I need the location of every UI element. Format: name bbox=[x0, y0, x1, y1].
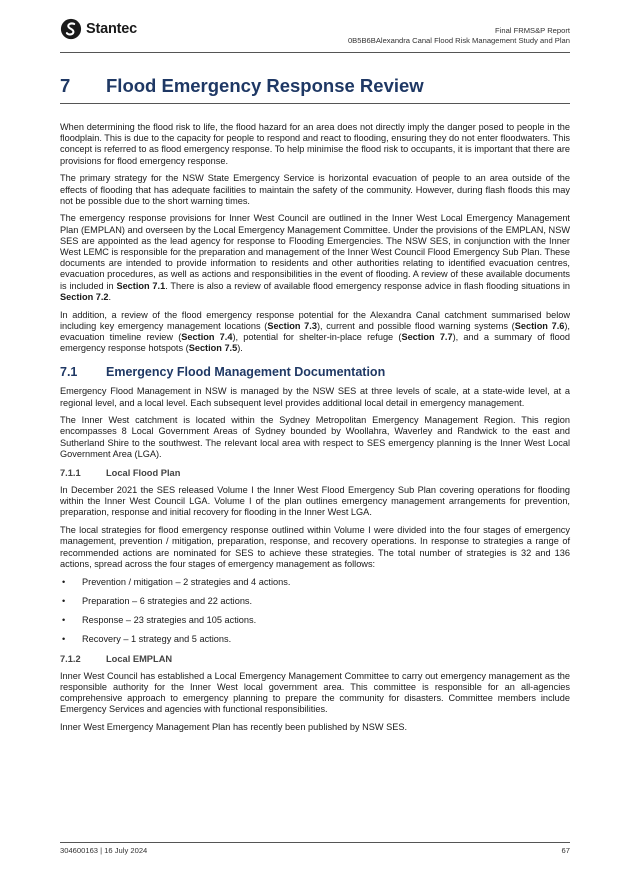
list-item: • Preparation – 6 strategies and 22 actions. bbox=[62, 595, 253, 606]
section-ref: Section 7.2 bbox=[60, 291, 109, 302]
paragraph: The primary strategy for the NSW State Emergency Service is horizontal evacuation of people to an area outside of the effects of flooding that has adequate facilities to maintain the safety of the community. However, during flash floods this may not be possible due to the short warning times. bbox=[60, 173, 570, 206]
sub-subsection-number: 7.1.2 bbox=[60, 653, 81, 664]
section-ref: Section 7.7 bbox=[401, 331, 453, 342]
paragraph: In December 2021 the SES released Volume I the Inner West Flood Emergency Sub Plan covering operations for flooding within the Inner West Council LGA. Volume I of the plan outlines emergency management arrangements for prevention, preparation, response and initial recovery for flooding in the Inner West LGA. bbox=[60, 485, 570, 518]
section-ref: Section 7.3 bbox=[267, 320, 317, 331]
section-number: 7 bbox=[60, 75, 71, 96]
section-ref: Section 7.1 bbox=[116, 280, 166, 291]
document-reference: 304600163 | 16 July 2024 bbox=[60, 846, 148, 855]
subsection-number: 7.1 bbox=[60, 365, 78, 380]
bullet-icon: • bbox=[62, 576, 66, 587]
paragraph: Inner West Council has established a Local Emergency Management Committee to carry out emergency management as the responsible authority for the Inner West local government area. This committee is responsible for an all-agencies comprehensive approach to emergency planning to prepare the community for disasters. Committee members include Emergency Services and agencies with functional responsibilities. bbox=[60, 670, 570, 715]
report-subtitle: 0B5B6BAlexandra Canal Flood Risk Management Study and Plan bbox=[347, 36, 570, 45]
paragraph: When determining the flood risk to life, the flood hazard for an area does not directly imply the danger posed to people in the floodplain. This is due to the capacity for people to respond and react to flooding, ensuring they do not enter floodwaters. This concept is referred to as flood emergency response. To help minimise the flood risk to occupants, it is important that there are provisions for flood emergency response. bbox=[60, 122, 570, 166]
bullet-icon: • bbox=[62, 614, 66, 625]
paragraph: The local strategies for flood emergency response outlined within Volume I were divided into the four stages of emergency management, prevention / mitigation, preparation, response, and recovery operations. In response to strategies a range of recommended actions are nominated for SES to achieve these strategies. The total number of strategies is 32 and 136 actions, spread across the four stages of emergency management as follows: bbox=[60, 525, 570, 569]
paragraph: The emergency response provisions for Inner West Council are outlined in the Inner West Local Emergency Management Plan (EMPLAN) and overseen by the Local Emergency Management Committee. Under the provisions of the EMPLAN, NSW SES are appointed as the lead agency for response to Flooding Emergencies. The NSW SES, in conjunction with the Inner West LEMC is responsible for the preparation and management of the Inner West Council Flood Emergency Sub Plan. These documents are intended to provide information to residents and other authorities relating to identified evacuation centres, evacuation procedures, as well as actions and responsibilities in the event of flooding. A review of these available documents is included in Section 7.1. There is also a review of available flood emergency response advice in flash flooding situations in Section 7.2. bbox=[60, 213, 570, 302]
list-item: • Prevention / mitigation – 2 strategies and 4 actions. bbox=[62, 576, 291, 587]
page-header bbox=[60, 18, 570, 52]
sub-subsection-heading bbox=[60, 653, 570, 665]
paragraph: Emergency Flood Management in NSW is managed by the NSW SES at three levels of scale, at a state-wide level, at a regional level, and a local level. Each subsequent level provides additional local detail in emergency management. bbox=[60, 386, 570, 408]
page-content bbox=[60, 74, 570, 740]
sub-subsection-heading bbox=[60, 467, 570, 479]
footer-divider bbox=[60, 842, 570, 843]
sub-subsection-title: Local Flood Plan bbox=[106, 468, 181, 479]
paragraph: In addition, a review of the flood emergency response potential for the Alexandra Canal catchment summarised below including key emergency management locations (Section 7.3), current and possible flood warning systems (Section 7.6), evacuation timeline review (Section 7.4), potential for shelter-in-place refuge (Section 7.7), and a summary of flood emergency response hotspots (Section 7.5). bbox=[60, 309, 570, 354]
header-divider bbox=[60, 52, 570, 53]
stantec-logo-icon bbox=[60, 18, 82, 40]
section-heading bbox=[60, 74, 570, 104]
bullet-icon: • bbox=[62, 633, 66, 644]
section-title: Flood Emergency Response Review bbox=[106, 75, 424, 96]
sub-subsection-number: 7.1.1 bbox=[60, 468, 81, 479]
list-item: • Recovery – 1 strategy and 5 actions. bbox=[62, 633, 232, 644]
paragraph: Inner West Emergency Management Plan has recently been published by NSW SES. bbox=[60, 721, 408, 732]
sub-subsection-title: Local EMPLAN bbox=[106, 653, 173, 664]
logo-text: Stantec bbox=[86, 21, 137, 37]
stantec-logo bbox=[60, 18, 137, 40]
subsection-title: Emergency Flood Management Documentation bbox=[106, 365, 386, 380]
section-ref: Section 7.5 bbox=[188, 343, 238, 354]
list-item: • Response – 23 strategies and 105 actions. bbox=[62, 614, 257, 625]
strategy-list bbox=[60, 577, 570, 645]
bullet-icon: • bbox=[62, 595, 66, 606]
report-meta bbox=[348, 26, 570, 46]
subsection-heading bbox=[60, 364, 570, 380]
section-ref: Section 7.6 bbox=[514, 320, 565, 331]
page-footer bbox=[60, 846, 570, 855]
paragraph: The Inner West catchment is located within the Sydney Metropolitan Emergency Management Region. This region encompasses 8 Local Government Areas of Sydney bounded by Woollahra, Waverley and Randwick to the east and Sutherland Shire to the southwest. The relevant local area with respect to SES emergency planning is the Inner West Local Government Area (LGA). bbox=[60, 415, 570, 459]
section-ref: Section 7.4 bbox=[181, 331, 233, 342]
page-number: 67 bbox=[561, 846, 570, 855]
report-title: Final FRMS&P Report bbox=[495, 26, 570, 35]
